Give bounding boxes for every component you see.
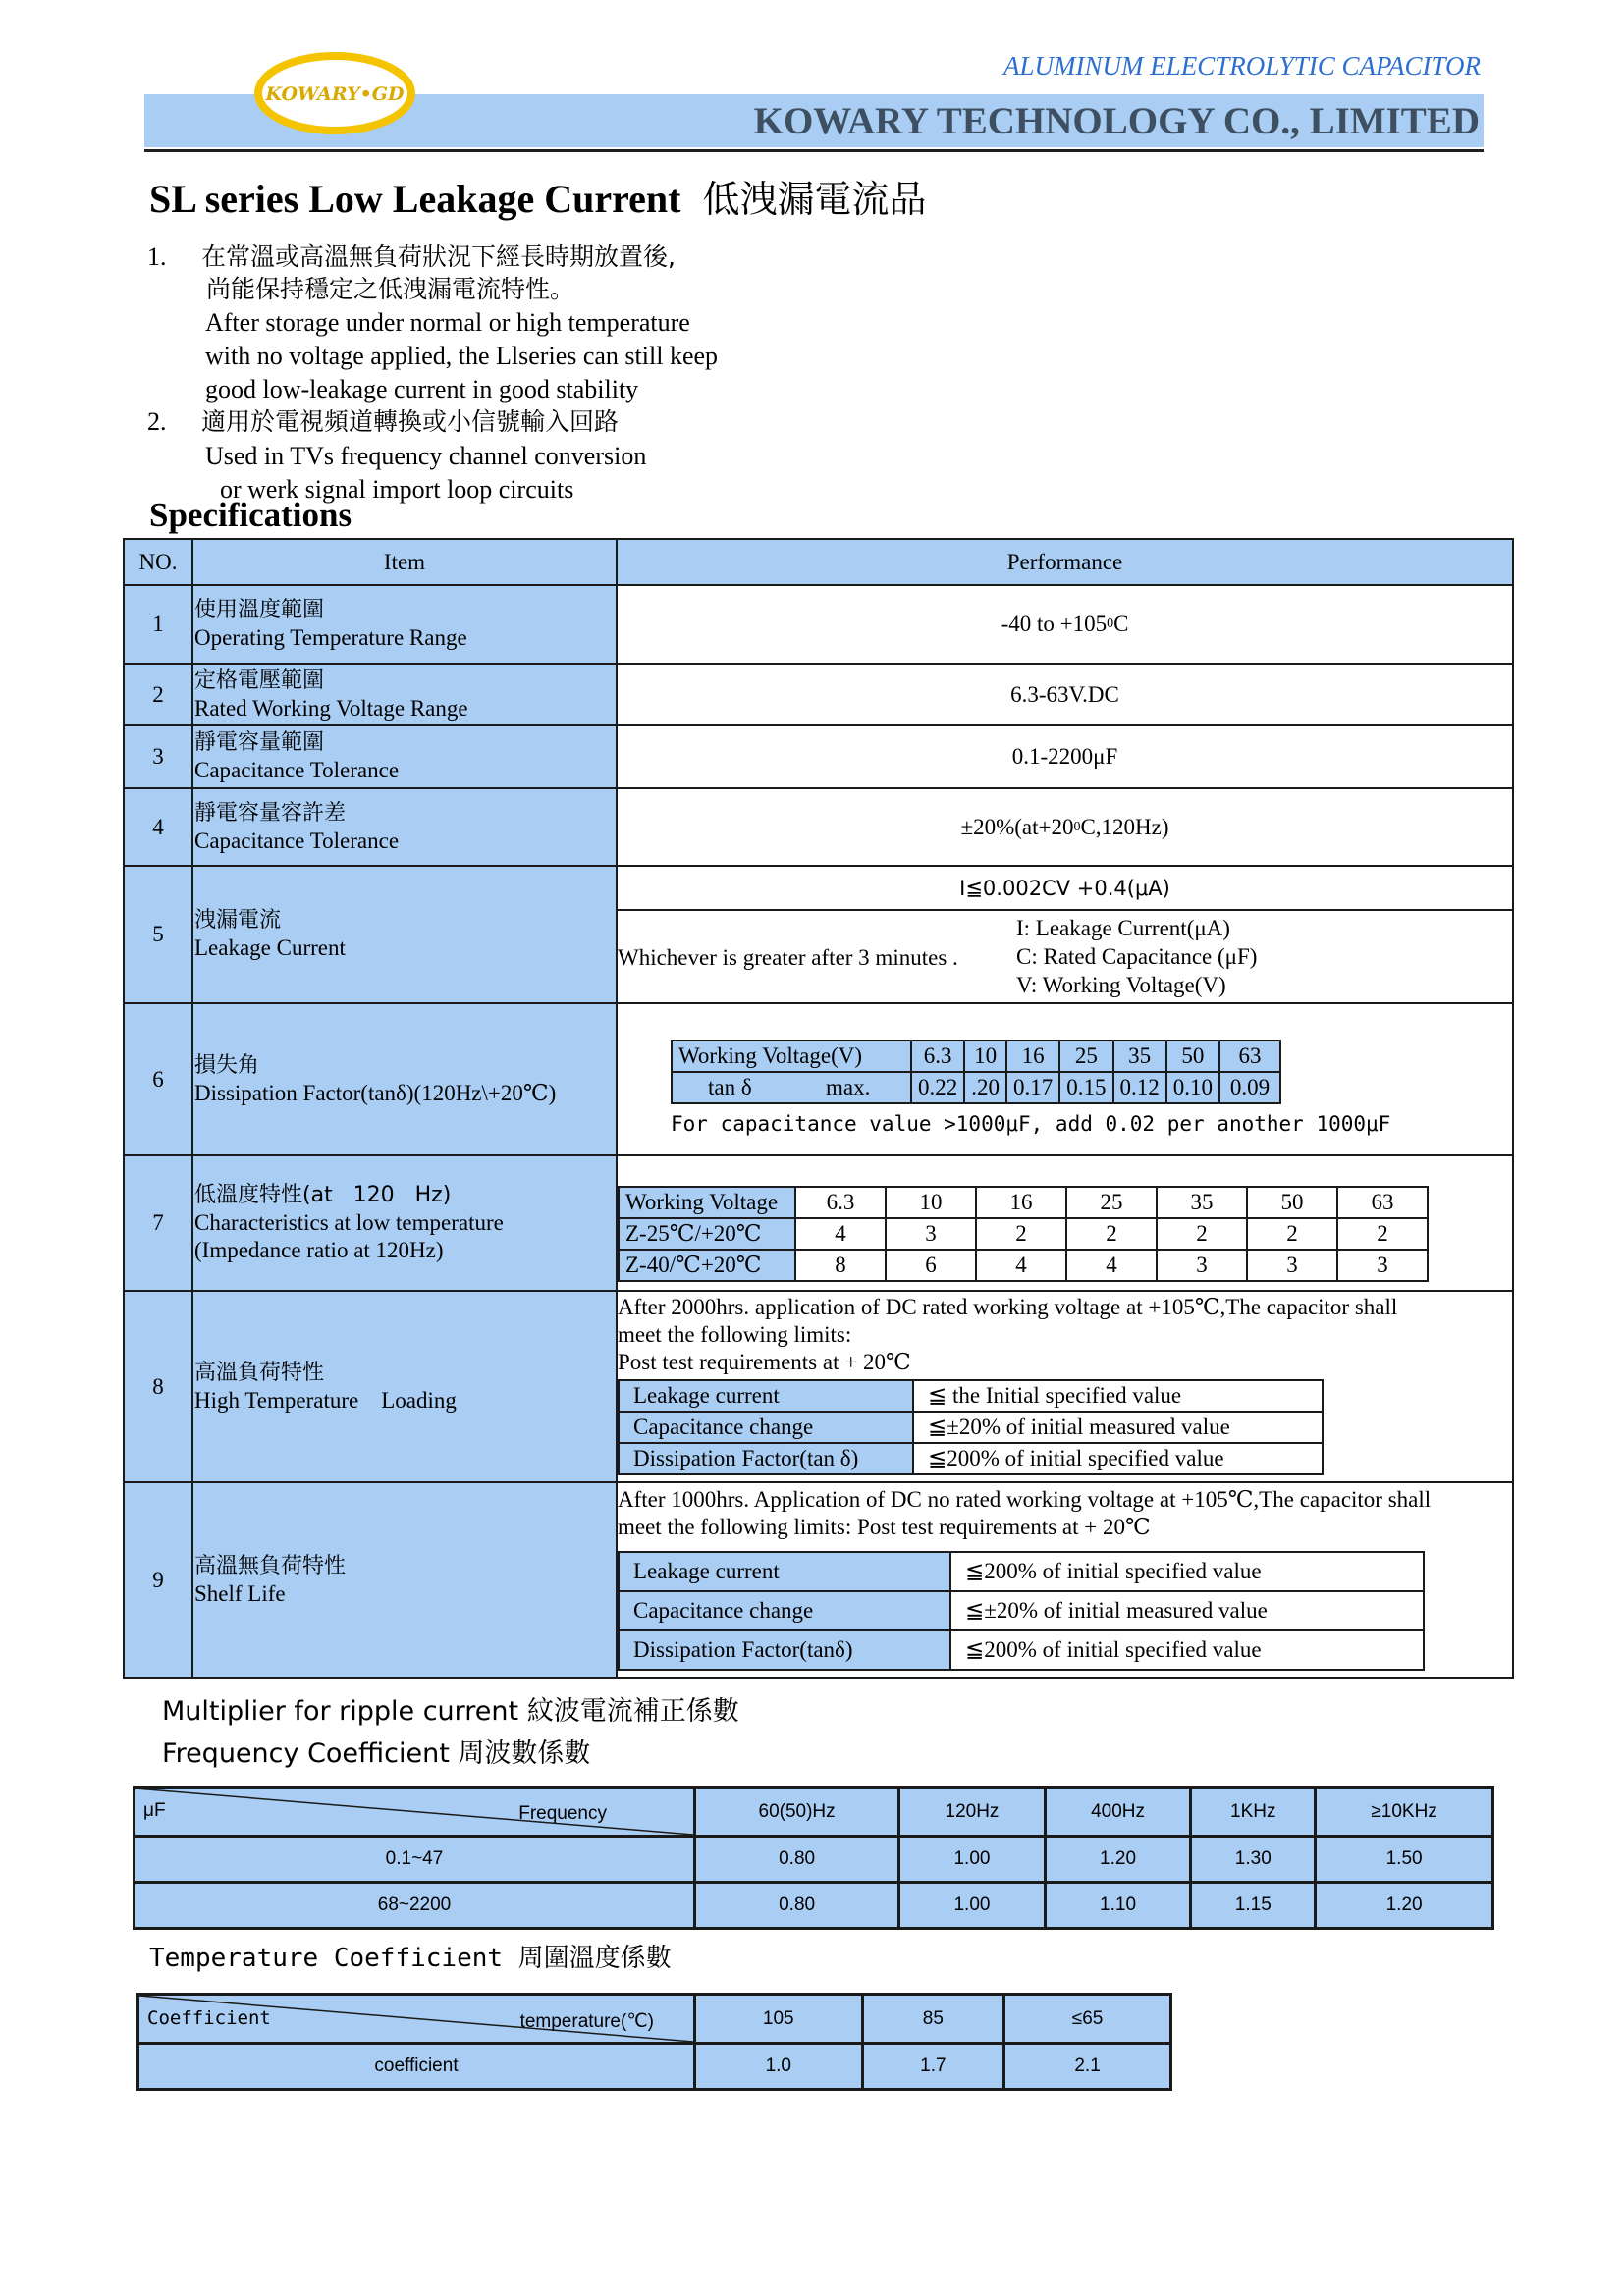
lt-label-25: Z-25℃/+20℃ <box>619 1218 795 1250</box>
lt-z40-value: 3 <box>1157 1250 1247 1281</box>
spec-row-1-value-tail: C <box>1113 612 1129 636</box>
svg-text:KOWARY•GD: KOWARY•GD <box>265 83 405 105</box>
spec-row-4-zh: 靜電容量容許差 <box>194 800 347 826</box>
spec-row-8-zh: 高溫負荷特性 <box>194 1360 325 1385</box>
spec-row-1-no: 1 <box>123 584 193 665</box>
spec-row-4-no: 4 <box>123 787 193 867</box>
spec-header-item: Item <box>191 538 618 586</box>
spec-row-9-item <box>191 1481 618 1679</box>
spec-row-5-zh: 洩漏電流 <box>194 908 282 933</box>
intro-2-en1: Used in TVs frequency channel conversion <box>205 442 647 470</box>
intro-1-zh2: 尚能保持穩定之低洩漏電流特性。 <box>206 275 575 303</box>
lt-z25-value: 2 <box>1066 1218 1157 1250</box>
df-value: 0.22 <box>911 1072 964 1103</box>
limit-value: ≦200% of initial specified value <box>913 1443 1323 1474</box>
temp-header: ≤65 <box>1004 1995 1171 2044</box>
df-table <box>671 1040 1281 1104</box>
spec-row-9-no: 9 <box>123 1481 193 1679</box>
freq-value: 1.20 <box>1316 1883 1493 1929</box>
freq-header: 400Hz <box>1045 1788 1191 1837</box>
lt-voltage: 50 <box>1247 1187 1337 1218</box>
freq-row-label: 0.1~47 <box>135 1837 695 1883</box>
df-label-max: max. <box>826 1075 871 1099</box>
temp-value: 1.0 <box>695 2044 863 2090</box>
df-label-voltage: Working Voltage(V) <box>672 1041 911 1072</box>
df-value: .20 <box>964 1072 1006 1103</box>
limit-value: ≦200% of initial specified value <box>950 1630 1424 1670</box>
df-voltage: 50 <box>1166 1041 1219 1072</box>
header-divider <box>144 149 1484 152</box>
spec-row-6-item <box>191 1002 618 1156</box>
df-label-tan <box>672 1072 911 1103</box>
freq-header: 60(50)Hz <box>695 1788 899 1837</box>
lt-z40-value: 4 <box>1066 1250 1157 1281</box>
limit-key: Capacitance change <box>619 1591 950 1630</box>
freq-row-label: 68~2200 <box>135 1883 695 1929</box>
df-value: 0.12 <box>1113 1072 1166 1103</box>
lt-z40-value: 3 <box>1337 1250 1428 1281</box>
temp-corner-right: temperature(℃) <box>519 2011 654 2032</box>
spec-row-8-en: High Temperature Loading <box>194 1387 457 1413</box>
freq-value: 1.15 <box>1191 1883 1316 1929</box>
spec-row-4-value: ±20%(at+20 <box>960 814 1074 839</box>
lt-voltage: 63 <box>1337 1187 1428 1218</box>
spec-row-8-performance <box>616 1290 1514 1483</box>
product-category: ALUMINUM ELECTROLYTIC CAPACITOR <box>1002 51 1481 80</box>
spec-row-5-def-i: I: Leakage Current(μA) <box>1016 916 1230 940</box>
intro-1-en2: with no voltage applied, the Llseries can still keep <box>205 342 719 370</box>
intro-1-zh1: 在常溫或高溫無負荷狀況下經長時期放置後, <box>201 242 676 271</box>
spec-row-4-en: Capacitance Tolerance <box>194 828 400 853</box>
spec-row-2-performance: 6.3-63V.DC <box>616 663 1514 726</box>
freq-value: 1.20 <box>1045 1837 1191 1883</box>
temperature-coefficient-table <box>136 1993 1172 2091</box>
lt-voltage: 35 <box>1157 1187 1247 1218</box>
spec-row-9-text1: After 1000hrs. Application of DC no rated working voltage at +105℃,The capacitor shall <box>618 1487 1432 1512</box>
spec-row-2-no: 2 <box>123 663 193 726</box>
df-voltage: 63 <box>1219 1041 1280 1072</box>
spec-row-5-def-v: V: Working Voltage(V) <box>1016 973 1226 997</box>
freq-header: 1KHz <box>1191 1788 1316 1837</box>
page-title <box>149 169 926 223</box>
company-name: KOWARY TECHNOLOGY CO., LIMITED <box>753 100 1480 142</box>
spec-row-1-performance <box>616 584 1514 665</box>
spec-row-5-whichever: Whichever is greater after 3 minutes . <box>618 945 958 970</box>
spec-row-1-zh: 使用溫度範圍 <box>194 598 325 622</box>
df-value: 0.17 <box>1006 1072 1059 1103</box>
freq-value: 0.80 <box>695 1837 899 1883</box>
lt-table <box>618 1186 1429 1282</box>
spec-row-4-item <box>191 787 618 867</box>
freq-value: 1.30 <box>1191 1837 1316 1883</box>
temperature-title: Temperature Coefficient 周圍溫度係數 <box>149 1944 672 1973</box>
spec-row-8-text1: After 2000hrs. application of DC rated working voltage at +105℃,The capacitor shall <box>618 1295 1398 1319</box>
lt-z25-value: 2 <box>1247 1218 1337 1250</box>
spec-row-1-item <box>191 584 618 665</box>
spec-row-4-value-sup: 0 <box>1073 819 1081 834</box>
intro-1-en3: good low-leakage current in good stability <box>205 375 639 403</box>
df-voltage: 16 <box>1006 1041 1059 1072</box>
spec-row-4-value-tail: C,120Hz) <box>1080 814 1169 839</box>
title-zh: 低洩漏電流品 <box>702 178 927 221</box>
lt-z25-value: 2 <box>976 1218 1066 1250</box>
lt-z40-value: 3 <box>1247 1250 1337 1281</box>
specifications-heading: Specifications <box>149 496 352 534</box>
limit-key: Dissipation Factor(tan δ) <box>619 1443 913 1474</box>
spec-row-6-en: Dissipation Factor(tanδ)(120Hz\+20℃) <box>194 1080 557 1105</box>
lt-label-40: Z-40/℃+20℃ <box>619 1250 795 1281</box>
spec-row-9-performance <box>616 1481 1514 1679</box>
df-label-tan-text: tan δ <box>708 1075 752 1099</box>
lt-z25-value: 4 <box>795 1218 886 1250</box>
intro-2-zh1: 適用於電視頻道轉換或小信號輸入回路 <box>201 407 620 436</box>
intro-1-en1: After storage under normal or high temperature <box>205 308 690 337</box>
freq-header: ≥10KHz <box>1316 1788 1493 1837</box>
intro-2-en2: or werk signal import loop circuits <box>220 475 574 504</box>
df-value: 0.15 <box>1059 1072 1112 1103</box>
freq-value: 0.80 <box>695 1883 899 1929</box>
row-9-limits-table <box>618 1551 1425 1671</box>
row-8-limits-table <box>618 1379 1324 1475</box>
spec-row-8-text2: meet the following limits: <box>618 1322 852 1347</box>
spec-row-8-item <box>191 1290 618 1483</box>
spec-row-7-en2: (Impedance ratio at 120Hz) <box>194 1238 444 1262</box>
spec-row-5-item <box>191 865 618 1004</box>
temp-row-label: coefficient <box>138 2044 695 2090</box>
temp-corner <box>138 1995 695 2044</box>
df-value: 0.10 <box>1166 1072 1219 1103</box>
frequency-title: Frequency Coefficient 周波數係數 <box>162 1738 591 1769</box>
freq-corner <box>135 1788 695 1837</box>
freq-value: 1.00 <box>899 1883 1046 1929</box>
spec-row-5-def-c: C: Rated Capacitance (μF) <box>1016 944 1258 969</box>
spec-row-8-text3: Post test requirements at + 20℃ <box>618 1350 911 1374</box>
spec-row-1-value: -40 to +105 <box>1001 612 1108 636</box>
limit-value: ≦ the Initial specified value <box>913 1380 1323 1412</box>
spec-row-4-performance <box>616 787 1514 867</box>
spec-row-9-en: Shelf Life <box>194 1580 286 1606</box>
freq-value: 1.10 <box>1045 1883 1191 1929</box>
spec-row-2-en: Rated Working Voltage Range <box>194 695 468 721</box>
spec-row-1-value-sup: 0 <box>1107 616 1114 631</box>
spec-row-6-performance <box>616 1002 1514 1156</box>
df-note: For capacitance value >1000μF, add 0.02 per another 1000μF <box>671 1112 1391 1136</box>
limit-key: Dissipation Factor(tanδ) <box>619 1630 950 1670</box>
spec-row-5-no: 5 <box>123 865 193 1004</box>
spec-row-6-no: 6 <box>123 1002 193 1156</box>
freq-corner-left: μF <box>143 1800 166 1821</box>
lt-header: Working Voltage <box>619 1187 795 1218</box>
freq-value: 1.00 <box>899 1837 1046 1883</box>
spec-header-no: NO. <box>123 538 193 586</box>
df-voltage: 35 <box>1113 1041 1166 1072</box>
intro-num-2: 2. <box>147 407 167 436</box>
intro-num-1: 1. <box>147 242 167 271</box>
temp-header: 85 <box>862 1995 1004 2044</box>
spec-row-8-no: 8 <box>123 1290 193 1483</box>
spec-row-7-item <box>191 1154 618 1292</box>
spec-row-3-en: Capacitance Tolerance <box>194 758 400 782</box>
df-value: 0.09 <box>1219 1072 1280 1103</box>
lt-voltage: 10 <box>886 1187 976 1218</box>
spec-row-9-text2: meet the following limits: Post test requirements at + 20℃ <box>618 1515 1151 1539</box>
spec-row-3-zh: 靜電容量範圍 <box>194 730 325 755</box>
temp-corner-left: Coefficient <box>147 2007 271 2029</box>
spec-row-5-formula: I≦0.002CV +0.4(μA) <box>616 865 1514 911</box>
spec-header-performance: Performance <box>616 538 1514 586</box>
spec-row-3-item <box>191 724 618 789</box>
spec-row-7-en: Characteristics at low temperature <box>194 1210 504 1235</box>
spec-row-5-definitions <box>616 909 1514 1004</box>
lt-z40-value: 6 <box>886 1250 976 1281</box>
df-voltage: 6.3 <box>911 1041 964 1072</box>
limit-value: ≦±20% of initial measured value <box>950 1591 1424 1630</box>
limit-key: Leakage current <box>619 1380 913 1412</box>
lt-voltage: 6.3 <box>795 1187 886 1218</box>
lt-voltage: 16 <box>976 1187 1066 1218</box>
df-voltage: 25 <box>1059 1041 1112 1072</box>
spec-row-7-performance <box>616 1154 1514 1292</box>
spec-row-7-zh: 低溫度特性(at 120 Hz) <box>194 1183 452 1207</box>
limit-value: ≦±20% of initial measured value <box>913 1412 1323 1443</box>
spec-row-5-en: Leakage Current <box>194 935 346 960</box>
freq-header: 120Hz <box>899 1788 1046 1837</box>
spec-row-1-en: Operating Temperature Range <box>194 625 467 650</box>
df-voltage: 10 <box>964 1041 1006 1072</box>
spec-row-9-zh: 高溫無負荷特性 <box>194 1553 347 1578</box>
title-en: SL series Low Leakage Current <box>149 177 681 221</box>
lt-voltage: 25 <box>1066 1187 1157 1218</box>
spec-row-7-no: 7 <box>123 1154 193 1292</box>
spec-row-2-item <box>191 663 618 726</box>
temp-value: 1.7 <box>862 2044 1004 2090</box>
temp-value: 2.1 <box>1004 2044 1171 2090</box>
spec-row-3-no: 3 <box>123 724 193 789</box>
frequency-coefficient-table <box>133 1786 1494 1930</box>
diagonal-line <box>135 1789 693 1835</box>
spec-row-2-zh: 定格電壓範圍 <box>194 667 325 693</box>
spec-row-6-zh: 損失角 <box>194 1052 260 1078</box>
limit-key: Leakage current <box>619 1552 950 1591</box>
limit-key: Capacitance change <box>619 1412 913 1443</box>
limit-value: ≦200% of initial specified value <box>950 1552 1424 1591</box>
lt-z40-value: 4 <box>976 1250 1066 1281</box>
ripple-title: Multiplier for ripple current 紋波電流補正係數 <box>162 1696 739 1727</box>
freq-corner-right: Frequency <box>518 1803 607 1824</box>
freq-value: 1.50 <box>1316 1837 1493 1883</box>
temp-header: 105 <box>695 1995 863 2044</box>
lt-z40-value: 8 <box>795 1250 886 1281</box>
lt-z25-value: 2 <box>1337 1218 1428 1250</box>
spec-row-3-performance: 0.1-2200μF <box>616 724 1514 789</box>
lt-z25-value: 3 <box>886 1218 976 1250</box>
lt-z25-value: 2 <box>1157 1218 1247 1250</box>
